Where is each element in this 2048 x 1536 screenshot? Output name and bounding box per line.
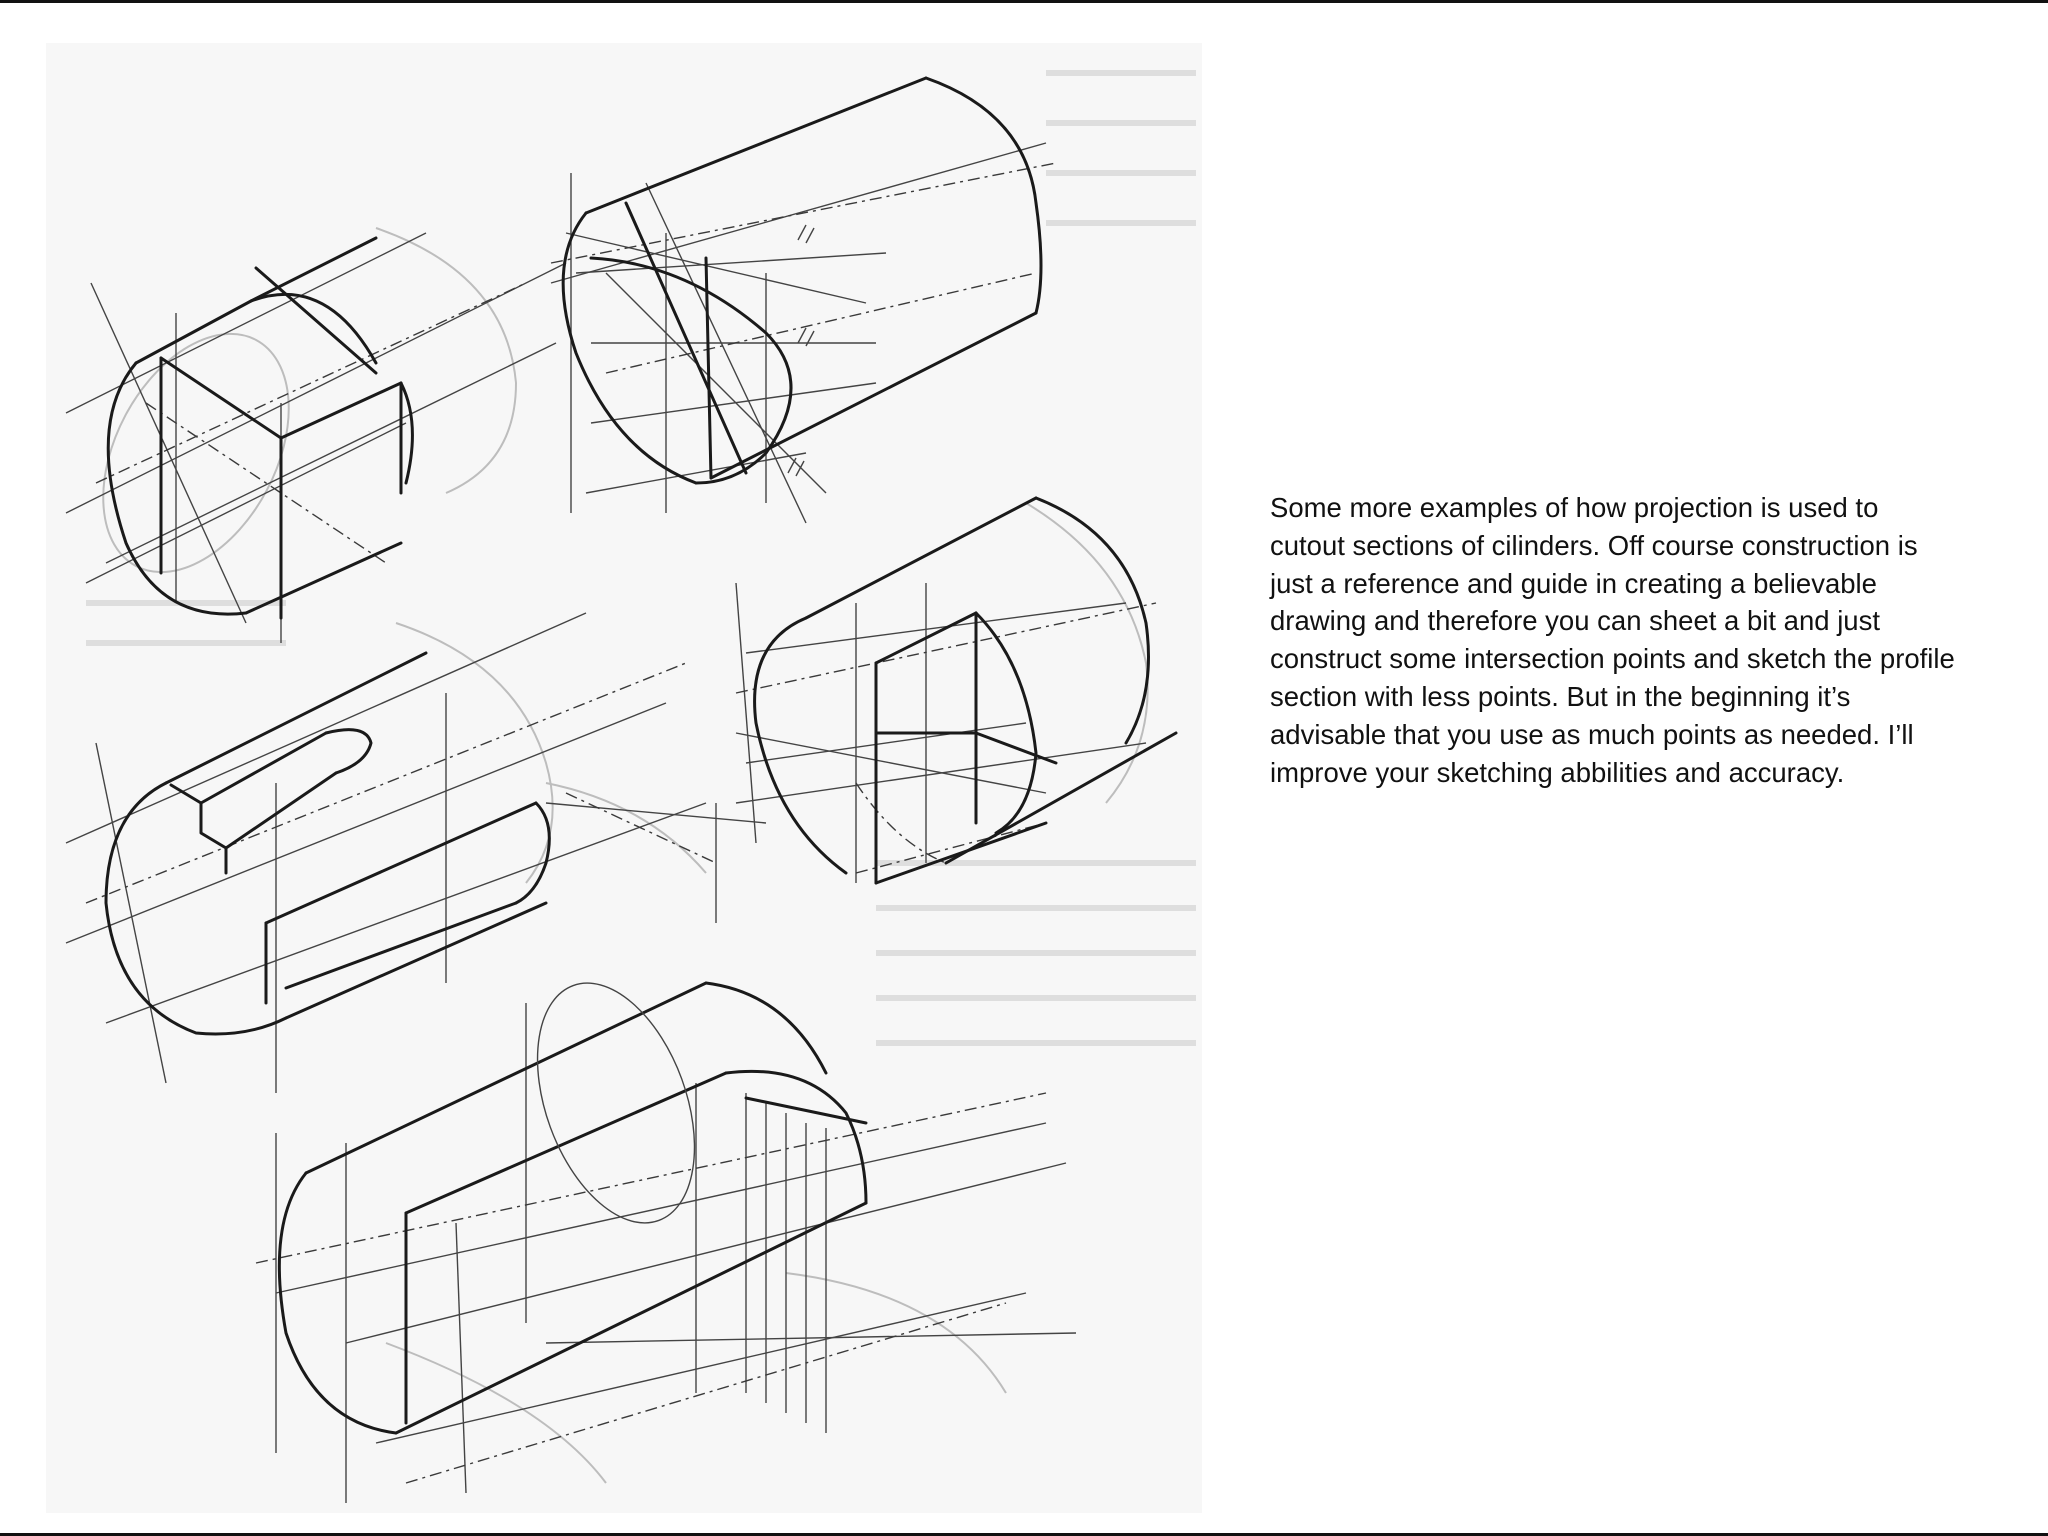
cylinder-sketches-svg xyxy=(46,43,1202,1513)
figure-cylinder-rectangular-notch xyxy=(736,498,1176,883)
explanation-paragraph: Some more examples of how projection is used to cutout sections of cilinders. Off course construction is just a reference and guide in creating a believable drawing and therefore you can sheet a bit and just construct some intersection points and sketch the profile section with less points. But in the beginning it’s advisable that you use as much points as needed. I’ll improve your sketching abbilities and accuracy. xyxy=(1270,492,1955,788)
ghost-text-lines xyxy=(86,73,1196,1043)
figure-cylinder-block-cutout xyxy=(65,228,566,643)
figure-cylinder-slot-cutouts xyxy=(66,613,766,1093)
cylinder-construction-illustration xyxy=(46,43,1202,1513)
figure-cylinder-angled-cut xyxy=(551,78,1056,523)
